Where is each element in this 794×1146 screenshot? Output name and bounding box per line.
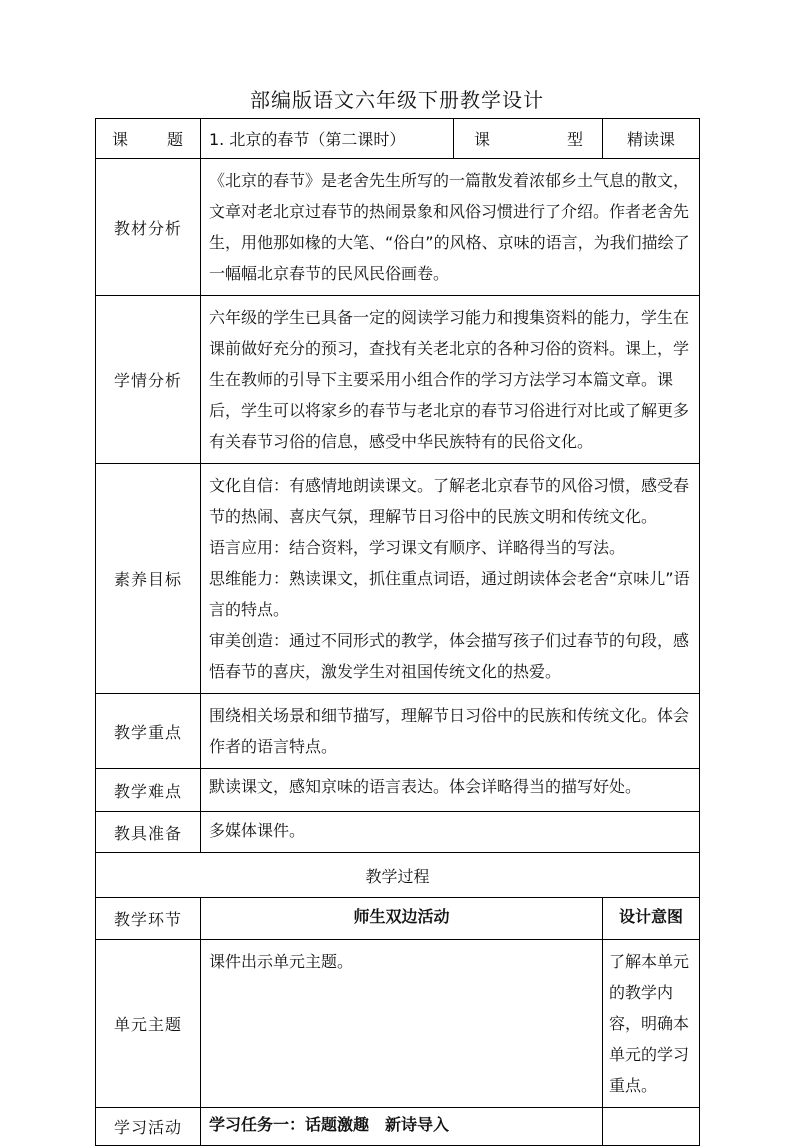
literacy-goals-cell [201, 464, 700, 694]
materials-text: 多媒体课件。 [201, 812, 700, 853]
process-intent-text: 了解本单元的教学内容，明确本单元的学习重点。 [603, 940, 700, 1108]
lesson-plan-table [95, 118, 700, 1146]
material-analysis-text: 《北京的春节》是老舍先生所写的一篇散发着浓郁乡土气息的散文，文章对老北京过春节的热闹景象和风俗习惯进行了介绍。作者老舍先生，用他那如椽的大笔、“俗白”的风格、京味的语言，为我们描绘了一幅幅北京春节的民风民俗画卷。 [201, 159, 700, 296]
type-label-cell [454, 119, 603, 159]
lesson-label-char-1: 课 [112, 130, 130, 149]
type-label-char-2: 型 [566, 130, 584, 149]
process-row [96, 1108, 700, 1146]
goal-culture: 文化自信：有感情地朗读课文。了解老北京春节的风俗习惯，感受春节的热闹、喜庆气氛，理解节日习俗中的民族文明和传统文化。 [209, 476, 690, 526]
process-activity-text: 学习任务一：话题激趣 新诗导入 [201, 1108, 603, 1146]
student-analysis-label: 学情分析 [96, 296, 201, 464]
goal-aesthetics: 审美创造：通过不同形式的教学，体会描写孩子们过春节的句段，感悟春节的喜庆，激发学生对祖国传统文化的热爱。 [209, 631, 690, 681]
key-points-row [96, 694, 700, 769]
process-stage-label: 单元主题 [96, 940, 201, 1108]
type-label-char-1: 课 [474, 130, 492, 149]
lesson-label-char-2: 题 [166, 130, 184, 149]
process-activity-text: 课件出示单元主题。 [201, 940, 603, 1108]
material-analysis-label: 教材分析 [96, 159, 201, 296]
process-stage-label: 学习活动 [96, 1108, 201, 1146]
lesson-label-cell [96, 119, 201, 159]
difficulties-label: 教学难点 [96, 769, 201, 812]
lesson-title-cell: 1. 北京的春节（第二课时） [201, 119, 454, 159]
literacy-goals-row [96, 464, 700, 694]
process-row [96, 940, 700, 1108]
lesson-type-value: 精读课 [603, 119, 700, 159]
difficulties-text: 默读课文，感知京味的语言表达。体会详略得当的描写好处。 [201, 769, 700, 812]
key-points-text: 围绕相关场景和细节描写，理解节日习俗中的民族和传统文化。体会作者的语言特点。 [201, 694, 700, 769]
intent-column-header: 设计意图 [603, 898, 700, 940]
process-columns-row [96, 898, 700, 940]
stage-column-header: 教学环节 [96, 898, 201, 940]
material-analysis-row [96, 159, 700, 296]
literacy-goals-label: 素养目标 [96, 464, 201, 694]
page-title: 部编版语文六年级下册教学设计 [250, 88, 544, 112]
goal-language: 语言应用：结合资料，学习课文有顺序、详略得当的写法。 [209, 538, 626, 557]
student-analysis-row [96, 296, 700, 464]
materials-row [96, 812, 700, 853]
key-points-label: 教学重点 [96, 694, 201, 769]
student-analysis-text: 六年级的学生已具备一定的阅读学习能力和搜集资料的能力，学生在课前做好充分的预习，查找有关老北京的各种习俗的资料。课上，学生在教师的引导下主要采用小组合作的学习方法学习本篇文章。课后，学生可以将家乡的春节与老北京的春节习俗进行对比或了解更多有关春节习俗的信息，感受中华民族特有的民俗文化。 [201, 296, 700, 464]
header-row [96, 119, 700, 159]
activity-column-header: 师生双边活动 [201, 898, 603, 940]
process-intent-text [603, 1108, 700, 1146]
process-heading-row [96, 853, 700, 898]
goal-thinking: 思维能力：熟读课文，抓住重点词语，通过朗读体会老舍“京味儿”语言的特点。 [209, 569, 690, 619]
difficulties-row [96, 769, 700, 812]
materials-label: 教具准备 [96, 812, 201, 853]
process-heading: 教学过程 [96, 853, 700, 898]
